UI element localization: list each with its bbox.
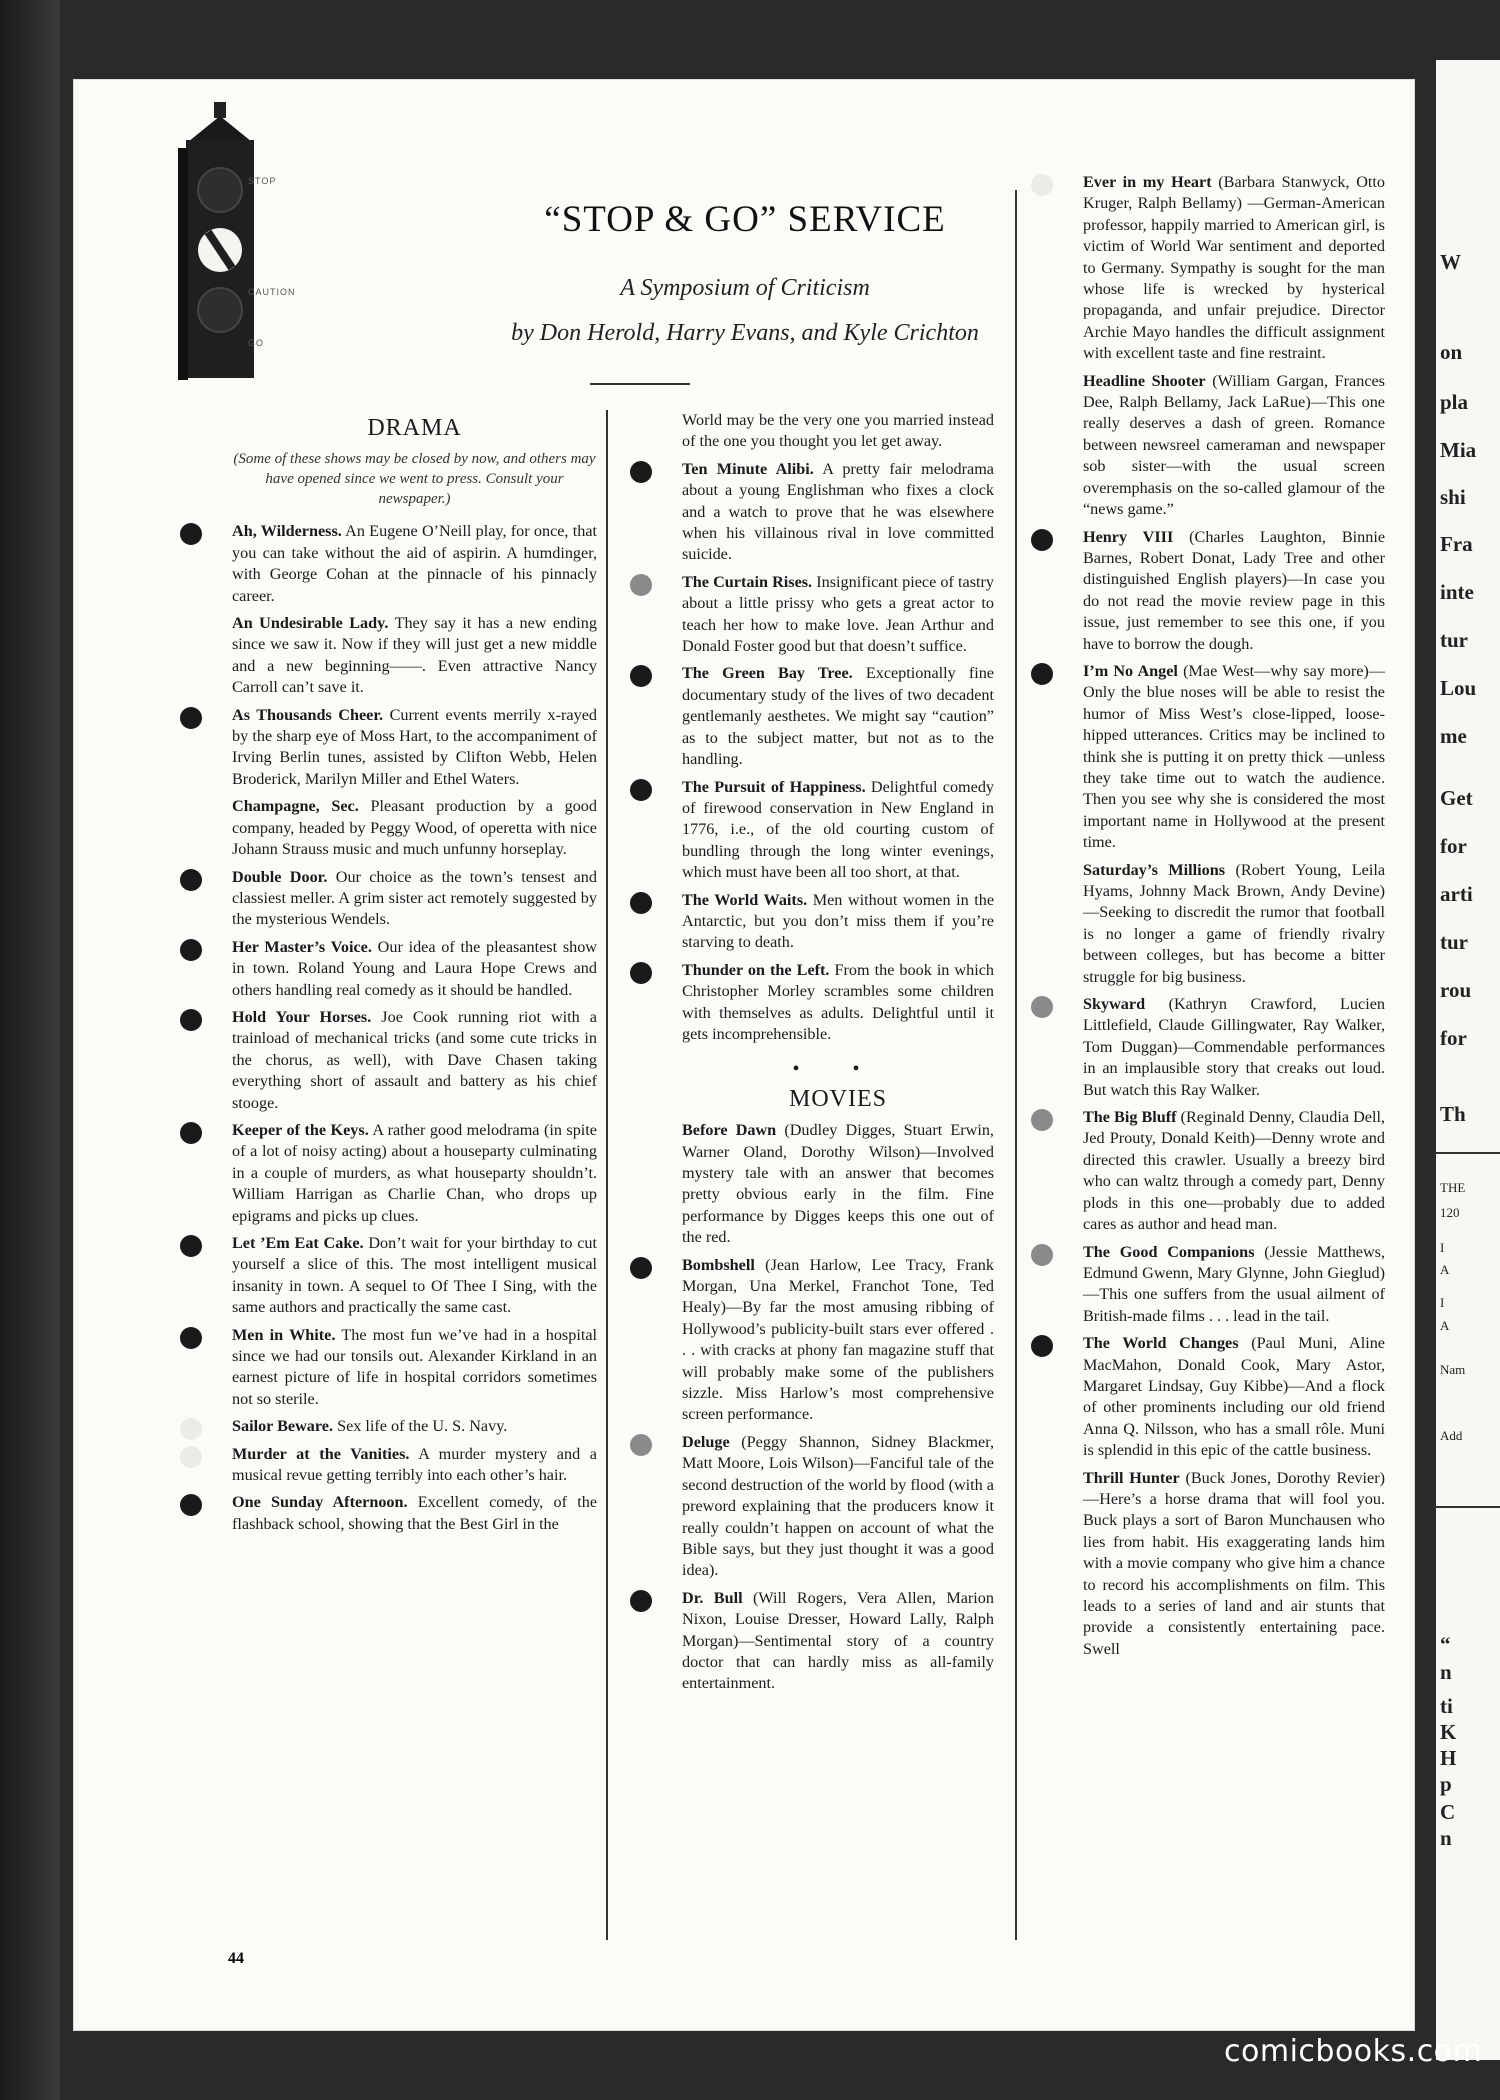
review-text: (Will Rogers, Vera Allen, Marion Nixon, Louise Dresser, Howard Lally, Ralph Morgan)—Sentimental story of a country doctor that can hardly miss as all-family entertainment. — [682, 1588, 994, 1693]
review-title: Double Door. — [232, 867, 328, 886]
review-title: Headline Shooter — [1083, 371, 1206, 390]
review-title: Hold Your Horses. — [232, 1007, 372, 1026]
adjacent-page-text: Add — [1440, 1428, 1463, 1443]
review-entry — [232, 867, 597, 931]
adjacent-page-text: Nam — [1440, 1362, 1466, 1377]
review-title: The Big Bluff — [1083, 1108, 1177, 1127]
rating-stop-icon — [180, 869, 202, 891]
review-text: They say it has a new ending since we saw it. Now if they will just get a new middle and a new beginning——. Even attractive Nancy Carroll can’t save it. — [232, 614, 597, 697]
adjacent-page-text: K — [1440, 1720, 1457, 1744]
review-title: Dr. Bull — [682, 1588, 743, 1607]
drama-note: (Some of these shows may be closed by now, and others may have opened since we went to press. Consult your newspaper.) — [233, 451, 596, 508]
review-text: An Eugene O’Neill play, for once, that you can take without the aid of aspirin. A humdinger, with George Cohan at the pinnacle of his pinnacly career. — [232, 522, 597, 605]
adjacent-page-text: me — [1440, 724, 1467, 748]
review-entry — [682, 1588, 994, 1695]
adjacent-page-text: A — [1440, 1262, 1450, 1277]
adjacent-page-text: I — [1440, 1240, 1445, 1255]
adjacent-page-text: inte — [1440, 580, 1474, 604]
adjacent-page — [1436, 60, 1500, 2060]
signal-label-go: GO — [248, 338, 265, 348]
review-text: (Peggy Shannon, Sidney Blackmer, Matt Moore, Lois Wilson)—Fanciful tale of the second destruction of the world by flood (with a preword explaining that the producers know it really couldn’t happen on account of what the Bible says, but they just thought it was a good idea). — [682, 1432, 994, 1580]
review-title: One Sunday Afternoon. — [232, 1493, 408, 1512]
rating-go-icon — [1031, 174, 1053, 196]
section-heading-drama: DRAMA — [367, 415, 462, 441]
column-divider — [606, 410, 608, 1940]
review-text: (Reginald Denny, Claudia Dell, Jed Prouty, Donald Keith)—Denny wrote and directed this crawler. Usually a breezy bird who can waltz through a comedy part, Denny plods in this one—probably due to added cares as author and head man. — [1083, 1108, 1386, 1234]
review-entry — [232, 521, 597, 607]
review-entry — [1083, 172, 1385, 365]
review-title: Murder at the Vanities. — [232, 1444, 410, 1463]
rating-stop-icon — [630, 779, 652, 801]
adjacent-page-text: H — [1440, 1746, 1457, 1770]
adjacent-page-text: C — [1440, 1800, 1456, 1824]
rating-go-icon — [180, 1446, 202, 1468]
review-title: An Undesirable Lady. — [232, 614, 389, 633]
adjacent-page-text: tur — [1440, 930, 1468, 954]
review-text: A murder mystery and a musical revue getting terribly into each other’s hair. — [232, 1444, 597, 1485]
column-divider — [1015, 190, 1017, 1940]
adjacent-page-text: “ — [1440, 1632, 1451, 1656]
review-entry — [1083, 1468, 1385, 1661]
rating-stop-icon — [630, 1257, 652, 1279]
adjacent-page-text: p — [1440, 1772, 1452, 1796]
rating-stop-icon — [180, 707, 202, 729]
scan-edge — [0, 0, 60, 2100]
rating-stop-icon — [1031, 663, 1053, 685]
review-entry — [682, 459, 994, 566]
rating-caution-icon — [630, 1434, 652, 1456]
page-number: 44 — [228, 1950, 244, 1967]
review-entry — [232, 1444, 597, 1487]
signal-label-caution: CAUTION — [248, 287, 296, 297]
review-text: (Mae West—why say more)—Only the blue noses will be able to resist the humor of Miss West’s close-lipped, loose-hipped utterances. Critics may be inclined to think she is putting it on pretty thick —unless they take time out to watch the audience. Then you see why she is considered the most important name in Hollywood at the present time. — [1083, 661, 1385, 852]
review-entry — [1083, 1333, 1385, 1461]
rating-stop-icon — [180, 1009, 202, 1031]
review-title: The Curtain Rises. — [682, 572, 813, 591]
review-title: Thrill Hunter — [1083, 1468, 1180, 1487]
adjacent-page-text: ti — [1440, 1694, 1453, 1718]
review-text: A pretty fair melodrama about a young Englishman who fixes a clock and a watch to prove that he was elsewhere when his villainous rival in love committed suicide. — [682, 459, 994, 564]
review-title: Before Dawn — [682, 1121, 777, 1140]
review-title: The Green Bay Tree. — [682, 664, 853, 683]
review-entry — [682, 960, 994, 1046]
review-text: Pleasant production by a good company, headed by Peggy Wood, of operetta with nice Johann Strauss music and much unfunny horseplay. — [232, 797, 597, 859]
adjacent-page-text: Mia — [1440, 438, 1477, 462]
review-entry — [682, 663, 994, 770]
review-entry — [1083, 527, 1385, 655]
adjacent-page-text: W — [1440, 250, 1461, 274]
review-text: (Charles Laughton, Binnie Barnes, Robert Donat, Lady Tree and other distinguished English players)—In case you do not read the movie review page in this issue, just remember to see this one, if you have to borrow the dough. — [1083, 527, 1385, 653]
review-entry — [682, 1255, 994, 1426]
rating-stop-icon — [180, 1235, 202, 1257]
review-text: (Jean Harlow, Lee Tracy, Frank Morgan, Una Merkel, Franchot Tone, Ted Healy)—By far the most amusing ribbing of Hollywood’s publicity-built stars ever offered . . . with cracks at phony fan magazine stuff that will probably make some of the publishers sizzle. Miss Harlow’s most comprehensive screen performance. — [682, 1255, 994, 1424]
article-title: “STOP & GO” SERVICE — [544, 199, 946, 240]
review-title: Keeper of the Keys. — [232, 1120, 369, 1139]
adjacent-page-text: for — [1440, 1026, 1467, 1050]
review-entry — [232, 1120, 597, 1227]
review-title: The World Changes — [1083, 1334, 1239, 1353]
adjacent-page-text: n — [1440, 1826, 1452, 1850]
rating-stop-icon — [630, 962, 652, 984]
review-entry — [232, 1416, 597, 1437]
adjacent-page-text: Lou — [1440, 676, 1477, 700]
review-title: As Thousands Cheer. — [232, 705, 384, 724]
review-title: The Good Companions — [1083, 1242, 1255, 1261]
review-title: Henry VIII — [1083, 527, 1174, 546]
adjacent-page-text: Get — [1440, 786, 1473, 810]
review-entry — [232, 705, 597, 791]
review-title: Let ’Em Eat Cake. — [232, 1234, 364, 1252]
review-title: Men in White. — [232, 1325, 336, 1344]
article-subtitle: A Symposium of Criticism — [620, 275, 870, 301]
column-right — [1083, 172, 1385, 1666]
review-text: The most fun we’ve had in a hospital since we had our tonsils out. Alexander Kirkland in an earnest picture of life in hospital corridors sometimes not so sterile. — [232, 1325, 598, 1408]
review-text: Current events merrily x-rayed by the sharp eye of Moss Hart, to the accompaniment of Irving Berlin tunes, assisted by Clifton Webb, Helen Broderick, Marilyn Miller and Ethel Waters. — [232, 705, 597, 788]
review-text: Sex life of the U. S. Navy. — [333, 1417, 508, 1436]
review-text: Men without women in the Antarctic, but you don’t miss them if you’re starving to death. — [682, 890, 995, 952]
review-title: Saturday’s Millions — [1083, 860, 1226, 879]
review-text: Joe Cook running riot with a trainload of mechanical tricks (and some cute tricks in the chorus, as well), with Dave Chasen taking everything short of assault and battery as his chief stooge. — [232, 1007, 597, 1112]
review-title: Ever in my Heart — [1083, 173, 1212, 191]
adjacent-page-text: on — [1440, 340, 1463, 364]
adjacent-page-text: I — [1440, 1295, 1445, 1310]
signal-label-stop: STOP — [248, 176, 277, 186]
review-text: (Barbara Stanwyck, Otto Kruger, Ralph Bellamy) —German-American professor, happily married to American girl, is victim of World War sentiment and deported to Germany. Sympathy is sought for the man whose life is wrecked by hysterical propaganda, and unfair prejudice. Director Archie Mayo handles the difficult assignment with excellent taste and fine restraint. — [1083, 173, 1385, 363]
movie-review-list-continued — [1083, 172, 1385, 1660]
watermark: comicbooks.com — [1224, 2034, 1483, 2069]
review-entry — [682, 572, 994, 658]
review-entry — [682, 890, 994, 954]
review-title: Thunder on the Left. — [682, 960, 830, 979]
rating-caution-icon — [630, 574, 652, 596]
review-entry — [1083, 1242, 1385, 1328]
review-entry — [1083, 661, 1385, 854]
review-text: (Dudley Digges, Stuart Erwin, Warner Oland, Dorothy Wilson)—Involved mystery tale with an answer that becomes pretty obvious early in the film. Fine performance by Digges keeps this one out of the red. — [682, 1121, 994, 1247]
review-title: The Pursuit of Happiness. — [682, 777, 866, 796]
review-text: (Robert Young, Leila Hyams, Johnny Mack Brown, Andy Devine)—Seeking to discredit the rumor that football is no longer a game of friendly rivalry between colleges, but has become a bitter struggle for big business. — [1083, 860, 1386, 986]
adjacent-page-rule — [1436, 1506, 1500, 1508]
drama-review-list — [232, 521, 597, 1535]
review-text: (Paul Muni, Aline MacMahon, Donald Cook, Mary Astor, Margaret Lindsay, Guy Kibbe)—And a flock of other prominents including our old friend Anna Q. Nilsson, who has a small rôle. Muni is splendid in this epic of the cattle business. — [1083, 1334, 1385, 1460]
review-title: The World Waits. — [682, 890, 808, 909]
review-text: (William Gargan, Frances Dee, Ralph Bellamy, Jack LaRue)—This one really deserves a dash of green. Romance between newsreel cameraman and newspaper sob sister—with the usual screen overemphasis on the so-called glamour of the “news game.” — [1083, 371, 1385, 519]
review-text: A rather good melodrama (in spite of a lot of noisy acting) about a houseparty culminating in a couple of murders, as what houseparty shouldn’t. William Harrigan as Charlie Chan, who drops up epigrams and picks up clues. — [232, 1120, 597, 1225]
column-drama — [232, 410, 597, 1541]
rating-stop-icon — [1031, 1335, 1053, 1357]
adjacent-page-text: tur — [1440, 628, 1468, 652]
header-divider — [590, 383, 690, 385]
rating-caution-icon — [1031, 1244, 1053, 1266]
review-title: I’m No Angel — [1083, 661, 1178, 680]
rating-caution-icon — [1031, 996, 1053, 1018]
review-entry — [682, 1120, 994, 1248]
rating-stop-icon — [1031, 529, 1053, 551]
adjacent-page-text: THE — [1440, 1180, 1466, 1195]
review-title: Sailor Beware. — [232, 1417, 334, 1436]
review-title: Deluge — [682, 1432, 730, 1451]
rating-stop-icon — [630, 461, 652, 483]
review-title: Ten Minute Alibi. — [682, 459, 814, 478]
adjacent-page-text: n — [1440, 1660, 1452, 1684]
adjacent-page-text: Fra — [1440, 532, 1473, 556]
review-text: Insignificant piece of tastry about a little prissy who gets a great actor to teach her how to make love. Jean Arthur and Donald Foster good but that doesn’t suffice. — [682, 572, 994, 656]
review-entry — [232, 1325, 597, 1411]
adjacent-page-text: arti — [1440, 882, 1473, 906]
review-text: Excellent comedy, of the flashback school, showing that the Best Girl in the — [232, 1493, 597, 1533]
review-title: Bombshell — [682, 1255, 755, 1274]
section-heading-movies: MOVIES — [788, 1085, 887, 1112]
adjacent-page-text: pla — [1440, 390, 1469, 414]
drama-review-list-continued — [682, 459, 994, 1046]
article-byline: by Don Herold, Harry Evans, and Kyle Crichton — [511, 320, 979, 346]
rating-stop-icon — [180, 1327, 202, 1349]
adjacent-page-text: A — [1440, 1318, 1450, 1333]
review-entry — [682, 777, 994, 884]
review-entry — [1083, 1107, 1385, 1235]
review-entry — [232, 1007, 597, 1114]
rating-stop-icon — [180, 939, 202, 961]
adjacent-page-text: rou — [1440, 978, 1472, 1002]
review-text: (Buck Jones, Dorothy Revier)—Here’s a horse drama that will fool you. Buck plays a sort of Baron Munchausen who lies from habit. His exaggerating lands him with a movie company who give him a chance to record his accomplishments on film. This leads to a series of land and air stunts that provide a consistently entertaining pace. Swell — [1083, 1468, 1385, 1658]
review-entry — [232, 613, 597, 699]
review-text: From the book in which Christopher Morley scrambles some children with themselves as adults. Delightful until it gets incomprehensible. — [682, 960, 994, 1043]
review-text: Our choice as the town’s tensest and classiest meller. A grim sister act remotely suggested by the mysterious Wendels. — [232, 867, 597, 929]
review-text: Exceptionally fine documentary study of the lives of two decadent gentlemanly aesthetes. We might say “caution” as to the subject matter, but not as to the handling. — [682, 664, 994, 769]
review-entry — [682, 1432, 994, 1582]
drama-continuation: World may be the very one you married instead of the one you thought you let get away. — [682, 411, 994, 451]
rating-stop-icon — [630, 1590, 652, 1612]
section-separator: • • — [792, 1058, 884, 1081]
review-title: Ah, Wilderness. — [232, 522, 342, 541]
review-text: Our idea of the pleasantest show in town. Roland Young and Laura Hope Crews and others handling real comedy as it should be handled. — [232, 937, 597, 999]
review-entry — [1083, 860, 1385, 988]
review-entry — [232, 937, 597, 1001]
rating-caution-icon — [1031, 1109, 1053, 1131]
review-title: Skyward — [1083, 995, 1146, 1014]
review-text: (Jessie Matthews, Edmund Gwenn, Mary Glynne, John Gieglud)—This one suffers from the usual ailment of British-made films . . . lead in the tail. — [1083, 1242, 1386, 1325]
review-title: Champagne, Sec. — [232, 797, 359, 816]
review-title: Her Master’s Voice. — [232, 937, 372, 956]
rating-stop-icon — [180, 1122, 202, 1144]
adjacent-page-rule — [1436, 1152, 1500, 1154]
movie-review-list — [682, 1120, 994, 1695]
adjacent-page-text: shi — [1440, 485, 1466, 509]
rating-stop-icon — [630, 892, 652, 914]
review-entry — [232, 1492, 597, 1535]
review-text: Don’t wait for your birthday to cut yourself a slice of this. The most intelligent musical insanity in town. A sequel to Of Thee I Sing, with the same authors and practically the same cast. — [232, 1234, 598, 1317]
review-text: (Kathryn Crawford, Lucien Littlefield, Claude Gillingwater, Ray Walker, Tom Duggan)—Commendable performances in an implausible story that creaks out loud. But watch this Ray Walker. — [1083, 995, 1385, 1099]
review-text: Delightful comedy of firewood conservation in New England in 1776, i.e., of the old courting custom of bundling through the long winter evenings, which must have been all too short, at that. — [682, 777, 995, 882]
review-entry — [232, 796, 597, 860]
adjacent-page-text: 120 — [1440, 1205, 1460, 1220]
review-entry — [1083, 371, 1385, 521]
review-entry — [1083, 994, 1385, 1101]
adjacent-page-text: for — [1440, 834, 1467, 858]
review-entry — [232, 1233, 597, 1319]
adjacent-page-text: Th — [1440, 1102, 1466, 1126]
column-middle — [682, 410, 994, 1701]
